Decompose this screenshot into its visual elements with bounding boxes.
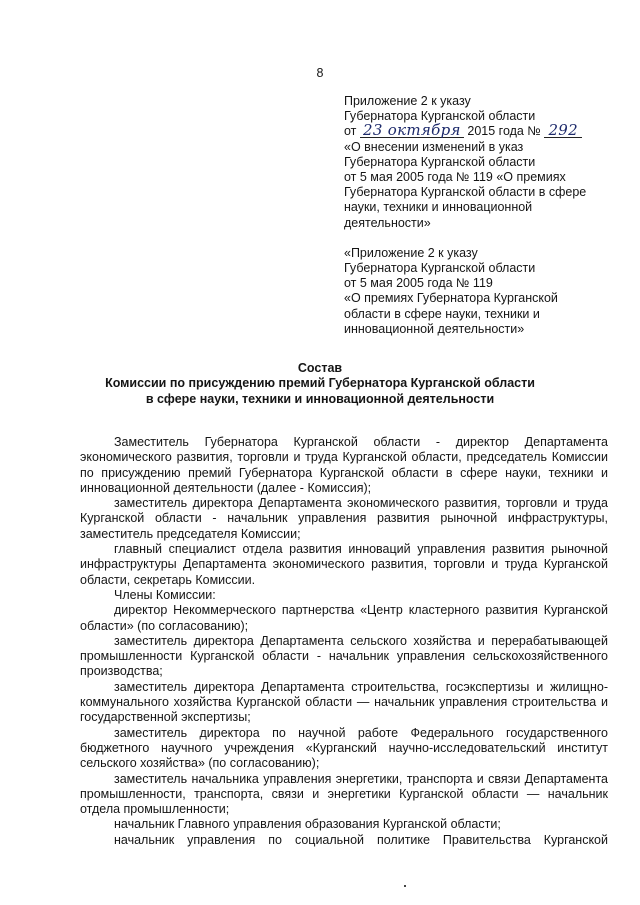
list-item: заместитель директора Департамента экономического развития, торговли и труда Курганской области - начальник управления развития рыночной инфраструктуры, заместитель председателя Комиссии; (80, 496, 608, 541)
appendix-line: «Приложение 2 к указу (344, 245, 478, 260)
list-item: директор Некоммерческого партнерства «Центр кластерного развития Курганской области» (по согласованию); (80, 603, 608, 633)
appendix-line: Губернатора Курганской области (344, 109, 536, 124)
appendix-line: области в сфере науки, техники и (344, 306, 540, 321)
list-item: Заместитель Губернатора Курганской области - директор Департамента экономического развития, торговли и труда Курганской области, председатель Комиссии по присуждению премий Губернатора Курганской области в сфере науки, техники и инновационной деятельности (далее - Комиссия); (80, 435, 608, 495)
handwritten-number: 292 (544, 124, 582, 138)
commission-list (80, 435, 608, 848)
title-line: Комиссии по присуждению премий Губернатора Курганской области (105, 376, 535, 391)
list-item: заместитель директора Департамента сельского хозяйства и перерабатывающей промышленности Курганской области - начальник управления сельскохозяйственного производства; (80, 633, 608, 679)
list-item: заместитель начальника управления энергетики, транспорта и связи Департамента промышленности, транспорта, связи и энергетики Курганской области — начальник отдела промышленности; (80, 771, 608, 817)
appendix-line: от 5 мая 2005 года № 119 (344, 276, 493, 291)
list-item: заместитель директора Департамента строительства, госэкспертизы и жилищно-коммунального хозяйства Курганской области — начальник управления строительства и государственной экспертизы; (80, 679, 608, 725)
title-line: в сфере науки, техники и инновационной деятельности (145, 391, 495, 406)
list-item: начальник Главного управления образования Курганской области; (114, 817, 501, 832)
appendix-line: Губернатора Курганской области (344, 261, 536, 276)
appendix-date-line (344, 121, 604, 140)
appendix-line: «О премиях Губернатора Курганской (344, 291, 558, 306)
date-suffix: 2015 года № (467, 124, 541, 139)
list-item: начальник управления по социальной политике Правительства Курганской (114, 832, 608, 847)
appendix-line: от 5 мая 2005 года № 119 «О премиях (344, 170, 566, 185)
document-title (0, 361, 640, 407)
appendix-line: Губернатора Курганской области в сфере (344, 185, 587, 200)
handwritten-date: 23 октября (360, 124, 464, 138)
appendix-line: деятельности» (344, 215, 431, 230)
appendix-line: Приложение 2 к указу (344, 94, 471, 108)
appendix-line: «О внесении изменений в указ (344, 139, 524, 154)
date-prefix: от (344, 124, 357, 139)
list-item: заместитель директора по научной работе Федерального государственного бюджетного научного учреждения «Курганский научно-исследовательский институт сельского хозяйства» (по согласованию); (80, 725, 608, 771)
appendix-header (344, 94, 604, 337)
scan-dot (404, 885, 406, 887)
appendix-line: Губернатора Курганской области (344, 154, 536, 169)
page-number: 8 (316, 66, 324, 80)
title-line: Состав (297, 361, 343, 375)
appendix-spacer (344, 231, 604, 246)
list-item: главный специалист отдела развития инноваций управления развития рыночной инфраструктуры Департамента экономического развития, торговли и труда Курганской области, секретарь Комиссии. (80, 542, 608, 587)
list-item: Члены Комиссии: (114, 587, 216, 602)
appendix-line: инновационной деятельности» (344, 321, 525, 336)
appendix-line: науки, техники и инновационной (344, 200, 533, 215)
